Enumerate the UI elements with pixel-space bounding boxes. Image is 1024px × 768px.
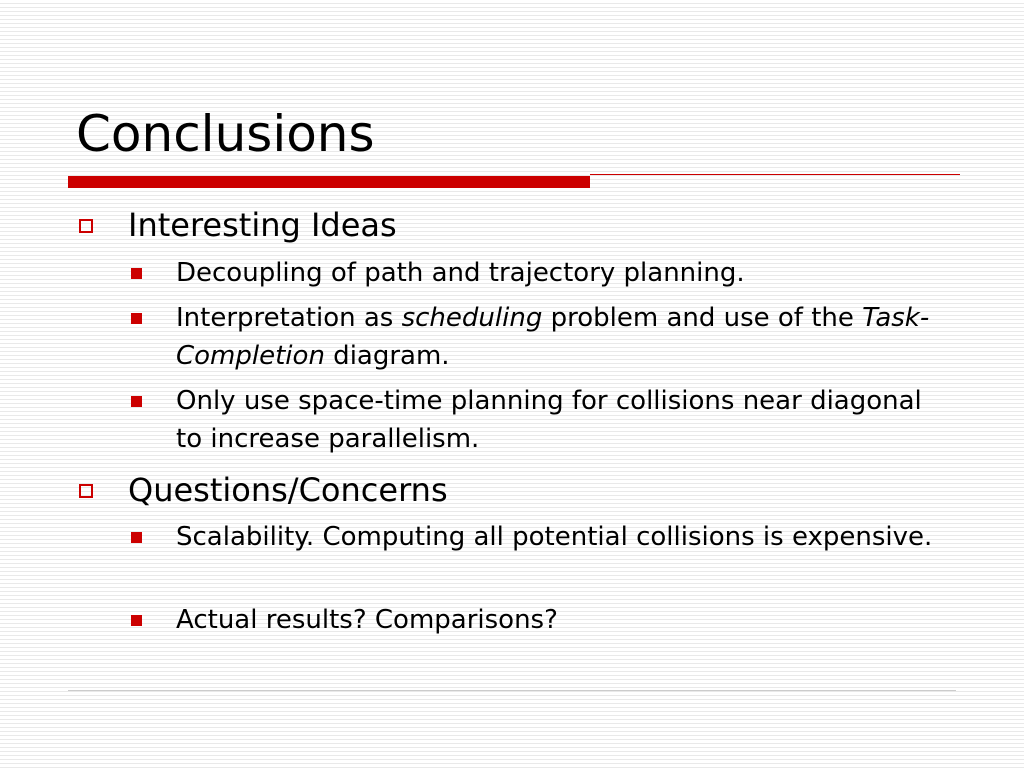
bullet-interpretation-text-1: Interpretation as [176,303,402,333]
bullet-actual-results: Actual results? Comparisons? [176,605,558,635]
bullet-interpretation-em-scheduling: scheduling [401,303,543,333]
filled-square-bullet-icon [131,532,142,543]
title-underline-thin [590,174,960,175]
section-heading-questions-concerns: Questions/Concerns [128,471,448,509]
bullet-interpretation [176,299,956,375]
bullet-decoupling: Decoupling of path and trajectory planning. [176,258,745,288]
filled-square-bullet-icon [131,313,142,324]
filled-square-bullet-icon [131,615,142,626]
bullet-scalability: Scalability. Computing all potential collisions is expensive. [176,522,933,552]
filled-square-bullet-icon [131,268,142,279]
bullet-interpretation-text-2: problem and use of the [542,303,863,333]
hollow-square-bullet-icon [79,484,93,498]
filled-square-bullet-icon [131,396,142,407]
footer-divider [68,690,956,691]
title-underline-thick [68,176,590,188]
hollow-square-bullet-icon [79,219,93,233]
slide-title: Conclusions [76,105,375,163]
bullet-interpretation-text-3: diagram. [324,341,450,371]
bullet-interpretation-em-task-completion: Task-Completion [176,303,930,371]
bullet-space-time: Only use space-time planning for collisions near diagonal to increase parallelism. [176,386,922,454]
section-heading-interesting-ideas: Interesting Ideas [128,206,397,244]
